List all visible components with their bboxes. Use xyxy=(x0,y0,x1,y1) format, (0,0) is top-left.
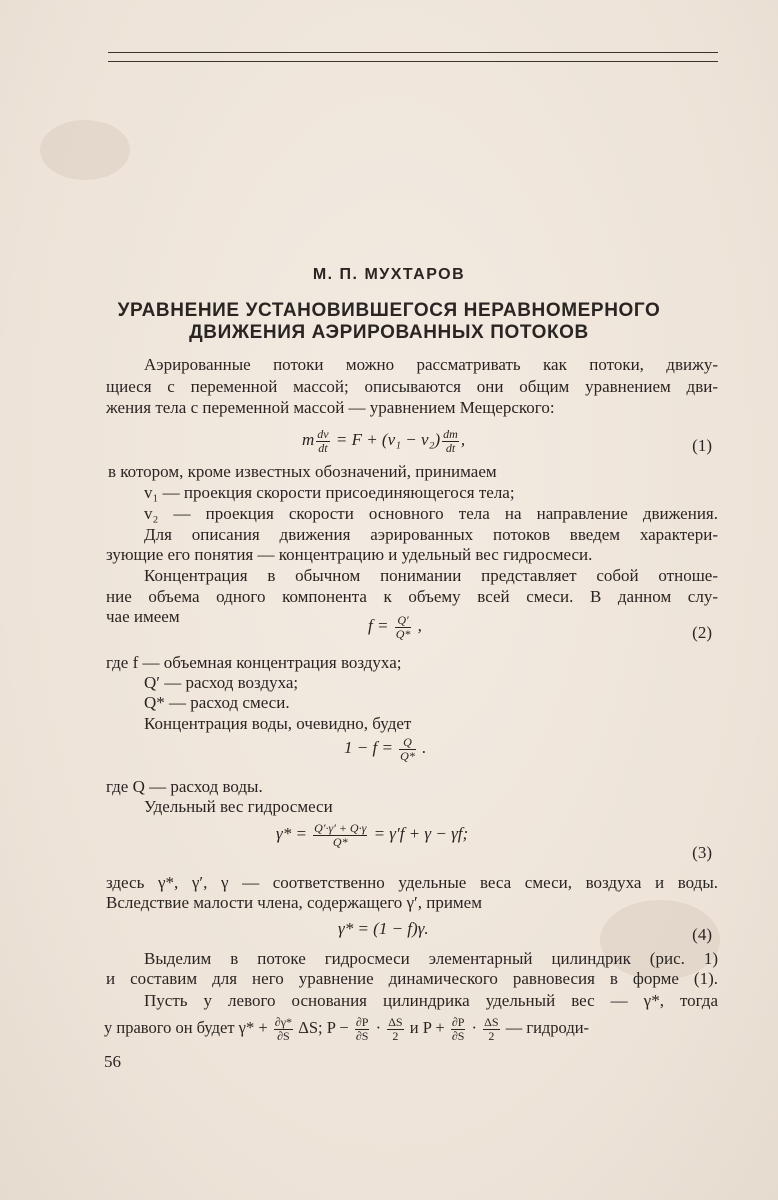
paragraph-line: зующие его понятия — концентрацию и удельный вес гидросмеси. xyxy=(106,545,593,564)
definition-line: v₂ — проекция скорости основного тела на направление движения. xyxy=(144,504,718,523)
paragraph-line: Выделим в потоке гидросмеси элементарный цилиндрик (рис. 1) xyxy=(144,949,718,968)
equation-number-3: (3) xyxy=(692,843,712,862)
page-number: 56 xyxy=(104,1052,121,1071)
equation-4: γ* = (1 − f)γ. xyxy=(338,919,429,938)
equation-2: f = $\frac{Q'}{Q*}$ , xyxy=(368,613,422,641)
article-title-line-1: УРАВНЕНИЕ УСТАНОВИВШЕГОСЯ НЕРАВНОМЕРНОГО xyxy=(117,300,661,321)
paragraph-line: Концентрация в обычном понимании представляет собой отноше- xyxy=(144,566,718,585)
definition-line: Q* — расход смеси. xyxy=(144,693,290,712)
paragraph-line: Для описания движения аэрированных потоков введем характери- xyxy=(144,525,718,544)
paragraph-line: здесь γ*, γ′, γ — соответственно удельные веса смеси, воздуха и воды. xyxy=(106,873,718,892)
paragraph-line: Вследствие малости члена, содержащего γ′, примем xyxy=(106,893,482,912)
paper-stain xyxy=(40,120,130,180)
equation-1: m $\frac{dv}{dt}$ = F + (v₁ − v₂) $\frac{dm}{dt}$ , xyxy=(302,427,466,455)
equation-number-4: (4) xyxy=(692,925,712,944)
definition-line: Q′ — расход воздуха; xyxy=(144,673,299,692)
equation-water-concentration: 1 − f = $\frac{Q}{Q*}$ . xyxy=(344,735,427,763)
equation-number-1: (1) xyxy=(692,436,712,455)
paragraph-line: и составим для него уравнение динамического равновесия в форме (1). xyxy=(106,969,718,988)
definition-line: где f — объемная концентрация воздуха; xyxy=(106,653,402,672)
definition-line: где Q — расход воды. xyxy=(106,777,263,796)
author-name: М. П. МУХТАРОВ xyxy=(312,266,466,283)
paragraph-line: Пусть у левого основания цилиндрика удельный вес — γ*, тогда xyxy=(144,991,718,1010)
equation-number-2: (2) xyxy=(692,623,712,642)
paragraph-line: Удельный вес гидросмеси xyxy=(144,797,333,816)
article-title-line-2: ДВИЖЕНИЯ АЭРИРОВАННЫХ ПОТОКОВ xyxy=(189,322,589,343)
paragraph-line: щиеся с переменной массой; описываются они общим уравнением дви- xyxy=(106,377,718,396)
equation-3: γ* = $\frac{Q'\cdot\gamma' + Q\cdot\gamma}{Q*}$ = γ′f + γ − γf; xyxy=(276,821,469,849)
definition-line: v₁ — проекция скорости присоединяющегося тела; xyxy=(144,483,515,502)
paragraph-line: Аэрированные потоки можно рассматривать как потоки, движу- xyxy=(144,355,718,374)
paragraph-line: ние объема одного компонента к объему всей смеси. В данном слу- xyxy=(106,587,718,606)
paragraph-line: в котором, кроме известных обозначений, принимаем xyxy=(108,462,497,481)
header-rule-bottom xyxy=(108,61,718,62)
paragraph-line: жения тела с переменной массой — уравнением Мещерского: xyxy=(106,398,555,417)
paragraph-line: Концентрация воды, очевидно, будет xyxy=(144,714,412,733)
paragraph-line-with-formulas: у правого он будет γ* + $\frac{\partial\gamma*}{\partial S}$ ΔS; P − $\frac{\partial P}{\partial S}$ · $\frac{\Delta S}{2}$ и P + $\frac{\partial P}{\partial S}$ · $\frac{\Delta S}{2}$ — гидроди- xyxy=(104,1015,590,1043)
paragraph-line: чае имеем xyxy=(106,607,180,626)
header-rule-top xyxy=(108,52,718,53)
